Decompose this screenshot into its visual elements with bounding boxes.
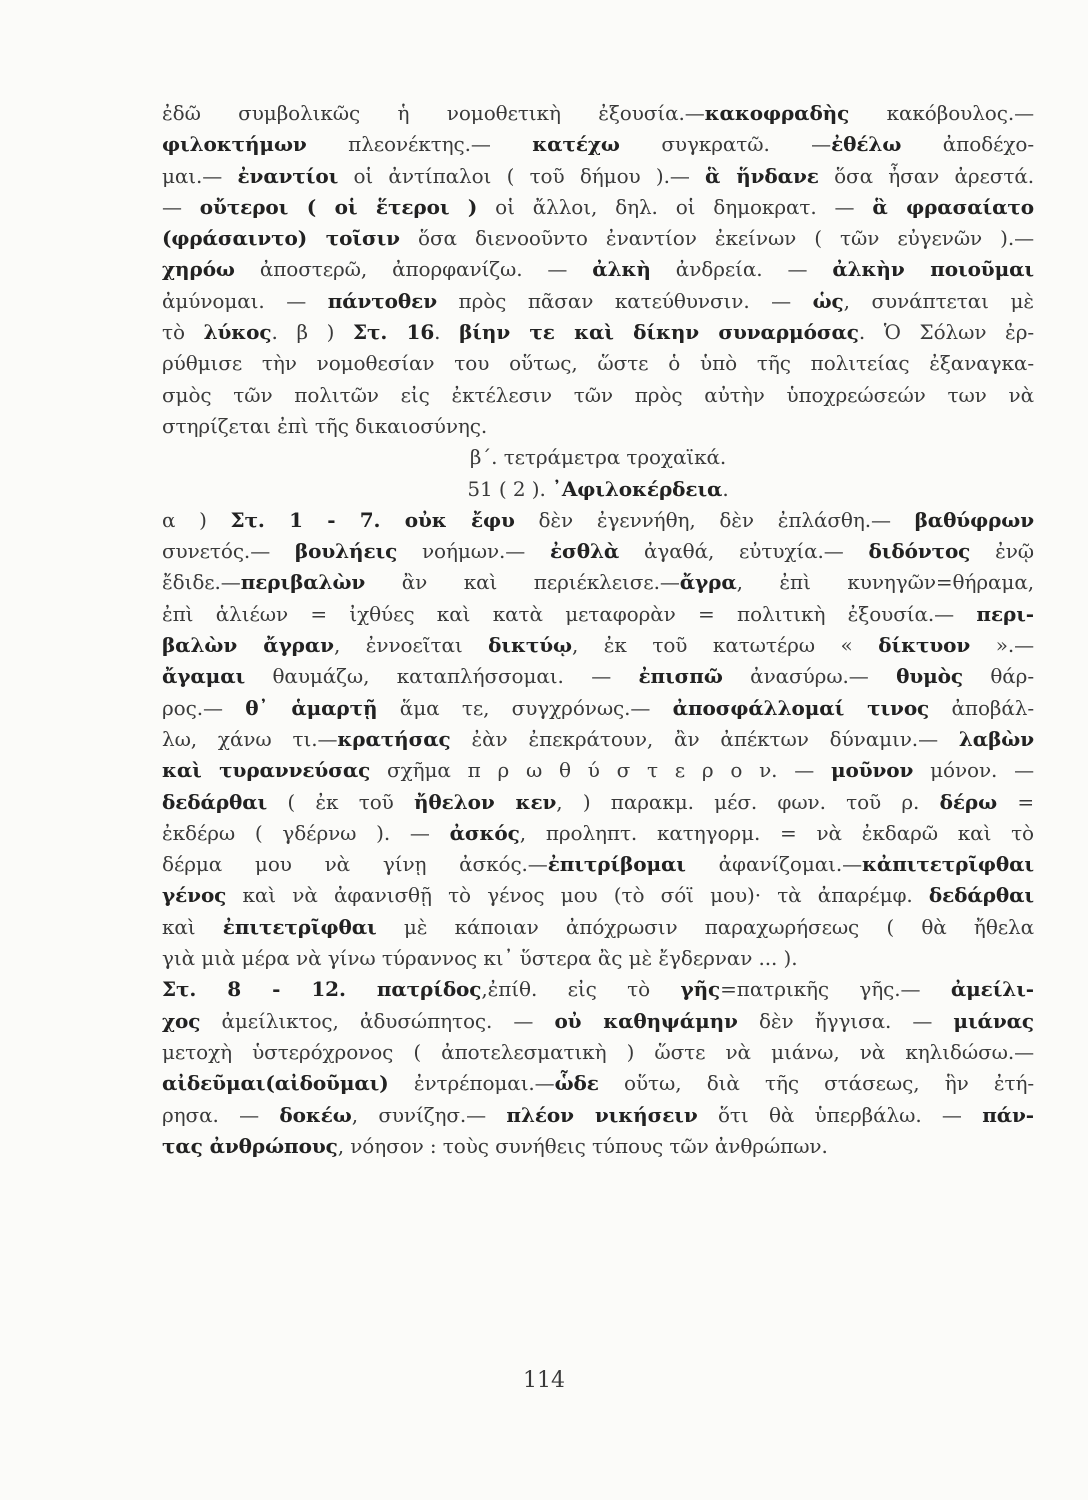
text-line bbox=[162, 380, 1034, 411]
bold-term: ἐπιτετρῖφθαι bbox=[222, 914, 377, 939]
text-line bbox=[162, 411, 1034, 442]
bold-term: βίην τε καὶ δίκην συναρμόσας bbox=[459, 320, 859, 345]
text-segment: ἀποβάλ- bbox=[929, 695, 1034, 720]
text-segment: μαι.— bbox=[162, 163, 238, 188]
bold-term: λαβὼν bbox=[958, 726, 1034, 751]
text-line bbox=[162, 348, 1034, 379]
text-segment: = bbox=[997, 789, 1034, 814]
text-segment: λω, χάνω τι.— bbox=[162, 726, 338, 751]
text-line bbox=[162, 98, 1034, 129]
bold-term: ᾿Αφιλοκέρδεια bbox=[551, 476, 723, 501]
bold-term: ἐναντίοι bbox=[237, 163, 339, 188]
text-line bbox=[162, 1068, 1034, 1099]
text-segment: ,ἐπίθ. εἰς τὸ bbox=[481, 977, 681, 1002]
text-segment: ἀμείλικτος, ἀδυσώπητος. — bbox=[200, 1008, 555, 1033]
text-segment: ρος.— bbox=[162, 695, 246, 720]
text-segment: ἐντρέπομαι.— bbox=[388, 1071, 555, 1096]
text-line bbox=[162, 505, 1034, 536]
bold-term: δέρω bbox=[939, 789, 998, 814]
bold-term: μοῦνον bbox=[830, 758, 914, 783]
bold-term: δικτύῳ bbox=[488, 633, 572, 658]
text-segment: ἀνδρεία. — bbox=[650, 257, 833, 282]
text-line bbox=[162, 912, 1034, 943]
bold-term: κρατήσας bbox=[337, 726, 451, 751]
text-line bbox=[162, 661, 1034, 692]
text-segment: οὕτω, διὰ τῆς στάσεως, ἣν ἐτή- bbox=[598, 1071, 1034, 1096]
text-line bbox=[162, 567, 1034, 598]
text-line bbox=[162, 286, 1034, 317]
text-segment: δὲν ἤγγισα. — bbox=[737, 1008, 954, 1033]
text-segment: ὅσα διενοοῦντο ἐναντίον ἐκείνων ( τῶν εὐγενῶν ).— bbox=[399, 226, 1035, 251]
text-line bbox=[162, 755, 1034, 786]
text-segment: β΄. τετράμετρα τροχαϊκά. bbox=[469, 445, 727, 470]
bold-term: θυμὸς bbox=[896, 664, 963, 689]
text-segment: ἀποστερῶ, ἀπορφανίζω. — bbox=[234, 257, 593, 282]
text-line bbox=[162, 943, 1034, 974]
bold-term: τας ἀνθρώπους bbox=[162, 1133, 338, 1158]
bold-term: ὧδε bbox=[554, 1071, 599, 1096]
bold-term: ἀλκὴν ποιοῦμαι bbox=[832, 257, 1034, 282]
bold-term: ἐπισπῶ bbox=[638, 664, 723, 689]
text-segment: ἀμύνομαι. — bbox=[162, 288, 328, 313]
text-segment: πλεονέκτης.— bbox=[306, 132, 533, 157]
text-segment: ὅτι θὰ ὑπερβάλω. — bbox=[697, 1102, 983, 1127]
text-line bbox=[162, 223, 1034, 254]
text-segment: , ἐννοεῖται bbox=[333, 633, 489, 658]
text-line bbox=[162, 849, 1034, 880]
text-segment: ἐδῶ συμβολικῶς ἡ νομοθετικὴ ἐξουσία.— bbox=[162, 101, 705, 125]
bold-term: χος bbox=[162, 1008, 201, 1033]
bold-term: δοκέω bbox=[279, 1102, 352, 1127]
bold-term: καὶ τυραννεύσας bbox=[162, 758, 371, 783]
text-segment: ἐνῷ bbox=[970, 539, 1034, 564]
bold-term: Στ. 8 - 12. πατρίδος bbox=[162, 977, 482, 1002]
bold-term: γένος bbox=[162, 883, 227, 908]
text-segment: δὲν ἐγεννήθη, δὲν ἐπλάσθη.— bbox=[514, 507, 915, 532]
text-segment: κακόβουλος.— bbox=[849, 101, 1034, 125]
bold-term: φιλοκτήμων bbox=[162, 132, 307, 157]
bold-term: κακοφραδὴς bbox=[704, 101, 850, 125]
text-line bbox=[162, 1131, 1034, 1162]
text-line bbox=[162, 192, 1034, 223]
bold-term: δίκτυον bbox=[878, 633, 971, 658]
text-segment: α ) bbox=[162, 507, 231, 532]
bold-term: μιάνας bbox=[953, 1008, 1034, 1033]
text-line bbox=[162, 630, 1034, 661]
bold-term: Στ. 1 - 7. οὐκ ἔφυ bbox=[230, 507, 515, 532]
text-segment: , συνάπτεται μὲ bbox=[843, 288, 1034, 313]
bold-term: Στ. 16 bbox=[352, 320, 435, 345]
bold-term: ἀμείλι- bbox=[950, 977, 1034, 1002]
bold-term: ἀλκὴ bbox=[592, 257, 651, 282]
text-segment: . β ) bbox=[271, 320, 353, 345]
text-segment: ἐὰν ἐπεκράτουν, ἂν ἀπέκτων δύναμιν.— bbox=[450, 726, 959, 751]
text-segment: — bbox=[162, 194, 200, 219]
text-segment: σχῆμα π ρ ω θ ύ σ τ ε ρ ο ν. — bbox=[370, 758, 831, 783]
text-line bbox=[162, 254, 1034, 285]
bold-term: δεδάρθαι bbox=[928, 883, 1034, 908]
text-line bbox=[162, 599, 1034, 630]
text-segment: ».— bbox=[970, 633, 1034, 658]
bold-term: ἀποσφάλλομαί τινος bbox=[672, 695, 930, 720]
text-segment: ἐκδέρω ( γδέρνω ). — bbox=[162, 820, 450, 845]
bold-term: διδόντος bbox=[868, 539, 971, 564]
bold-term: περιβαλὼν bbox=[240, 570, 366, 595]
text-segment: ἅμα τε, συγχρόνως.— bbox=[377, 695, 673, 720]
text-segment: , ἐπὶ κυνηγῶν=θήραμα, bbox=[736, 570, 1034, 595]
text-segment: , προληπτ. κατηγορμ. = νὰ ἐκδαρῶ καὶ τὸ bbox=[519, 820, 1035, 845]
text-segment: ἀποδέχο- bbox=[901, 132, 1034, 157]
text-segment: καὶ νὰ ἀφανισθῇ τὸ γένος μου (τὸ σόϊ μου)· τὰ ἀπαρέμφ. bbox=[226, 883, 929, 908]
bold-term: βαλὼν ἄγραν bbox=[162, 633, 334, 658]
text-segment: δέρμα μου νὰ γίνῃ ἀσκός.— bbox=[162, 852, 548, 877]
bold-term: αἰδεῦμαι(αἰδοῦμαι) bbox=[162, 1071, 389, 1096]
text-segment: ἐπὶ ἁλιέων = ἰχθύες καὶ κατὰ μεταφορὰν = πολιτικὴ ἐξουσία.— bbox=[162, 601, 977, 626]
text-line bbox=[162, 724, 1034, 755]
text-segment: ἔδιδε.— bbox=[162, 570, 241, 595]
text-segment: ρησα. — bbox=[162, 1102, 280, 1127]
text-segment: πρὸς πᾶσαν κατεύθυνσιν. — bbox=[436, 288, 813, 313]
bold-term: βαθύφρων bbox=[914, 507, 1034, 532]
text-segment: , συνίζησ.— bbox=[351, 1102, 507, 1127]
text-segment: γιὰ μιὰ μέρα νὰ γίνω τύραννος κι᾿ ὕστερα ἂς μὲ ἔγδερναν ... ). bbox=[162, 946, 798, 971]
bold-term: πάν- bbox=[982, 1102, 1034, 1127]
text-line bbox=[162, 974, 1034, 1005]
text-line bbox=[162, 818, 1034, 849]
bold-term: οὔτεροι ( οἱ ἕτεροι ) bbox=[199, 194, 478, 219]
bold-term: θ᾿ ἁμαρτῇ bbox=[245, 695, 378, 720]
text-segment: καὶ bbox=[162, 914, 223, 939]
page-number: 114 bbox=[523, 1368, 565, 1393]
text-segment: θάρ- bbox=[962, 664, 1035, 689]
text-line bbox=[162, 880, 1034, 911]
bold-term: κατέχω bbox=[532, 132, 620, 157]
text-segment: =πατρικῆς γῆς.— bbox=[720, 977, 951, 1002]
bold-term: (φράσαιντο) τοῖσιν bbox=[162, 226, 400, 251]
bold-term: ἐσθλὰ bbox=[550, 539, 620, 564]
text-segment: σμὸς τῶν πολιτῶν εἰς ἐκτέλεσιν τῶν πρὸς αὐτὴν ὑποχρεώσεών των νὰ bbox=[162, 382, 1034, 407]
text-segment: στηρίζεται ἐπὶ τῆς δικαιοσύνης. bbox=[162, 413, 488, 438]
text-segment: θαυμάζω, καταπλήσσομαι. — bbox=[245, 664, 639, 689]
text-line bbox=[162, 1006, 1034, 1037]
text-line bbox=[162, 129, 1034, 160]
text-segment: ἂν καὶ περιέκλεισε.— bbox=[365, 570, 680, 595]
text-segment: μετοχὴ ὑστερόχρονος ( ἀποτελεσματικὴ ) ὥστε νὰ μιάνω, νὰ κηλιδώσω.— bbox=[162, 1039, 1034, 1064]
text-segment: ἀνασύρω.— bbox=[722, 664, 897, 689]
text-line bbox=[162, 474, 1034, 505]
text-segment: οἱ ἀντίπαλοι ( τοῦ δήμου ).— bbox=[338, 163, 706, 188]
bold-term: ἃ φρασαίατο bbox=[872, 194, 1034, 219]
text-line bbox=[162, 442, 1034, 473]
bold-term: ἤθελον κεν bbox=[413, 789, 557, 814]
text-segment: . bbox=[434, 320, 460, 345]
text-segment: . Ὁ Σόλων ἐρ- bbox=[858, 320, 1035, 345]
text-line bbox=[162, 787, 1034, 818]
bold-term: κἀπιτετρῖφθαι bbox=[862, 852, 1034, 877]
text-segment: τὸ bbox=[162, 320, 204, 345]
bold-term: περι- bbox=[976, 601, 1034, 626]
text-segment: ( ἐκ τοῦ bbox=[267, 789, 414, 814]
text-line bbox=[162, 1100, 1034, 1131]
text-segment: μὲ κάποιαν ἀπόχρωσιν παραχωρήσεως ( θὰ ἤθελα bbox=[376, 914, 1034, 939]
text-segment: ἀφανίζομαι.— bbox=[685, 852, 863, 877]
text-line bbox=[162, 161, 1034, 192]
text-line bbox=[162, 536, 1034, 567]
bold-term: ἄγαμαι bbox=[162, 664, 246, 689]
text-segment: μόνον. — bbox=[913, 758, 1034, 783]
bold-term: πάντοθεν bbox=[327, 288, 437, 313]
text-segment: , νόησον : τοὺς συνήθεις τύπους τῶν ἀνθρώπων. bbox=[337, 1133, 828, 1158]
bold-term: ἃ ἥνδανε bbox=[705, 163, 819, 188]
text-segment: συγκρατῶ. — bbox=[619, 132, 832, 157]
text-segment: . bbox=[722, 476, 729, 501]
text-segment: , ) παρακμ. μέσ. φων. τοῦ ρ. bbox=[556, 789, 940, 814]
bold-term: χηρόω bbox=[162, 257, 235, 282]
text-segment: συνετός.— bbox=[162, 539, 295, 564]
text-segment: νοήμων.— bbox=[397, 539, 550, 564]
text-segment: 51 ( 2 ). bbox=[467, 476, 552, 501]
text-line bbox=[162, 693, 1034, 724]
bold-term: δεδάρθαι bbox=[162, 789, 268, 814]
bold-term: ἐθέλω bbox=[831, 132, 902, 157]
text-segment: ἀγαθά, εὐτυχία.— bbox=[619, 539, 869, 564]
bold-term: ἐπιτρίβομαι bbox=[547, 852, 686, 877]
bold-term: πλέον νικήσειν bbox=[506, 1102, 698, 1127]
bold-term: βουλήεις bbox=[294, 539, 398, 564]
bold-term: ὡς bbox=[812, 288, 844, 313]
text-line bbox=[162, 1037, 1034, 1068]
text-segment: οἱ ἄλλοι, δηλ. οἱ δημοκρατ. — bbox=[477, 194, 873, 219]
body-text bbox=[162, 98, 1034, 1162]
text-segment: , ἐκ τοῦ κατωτέρω « bbox=[571, 633, 879, 658]
text-line bbox=[162, 317, 1034, 348]
bold-term: ἀσκός bbox=[449, 820, 520, 845]
text-segment: ὅσα ἦσαν ἀρεστά. bbox=[818, 163, 1034, 188]
text-segment: ρύθμισε τὴν νομοθεσίαν του οὕτως, ὥστε ὁ ὑπὸ τῆς πολιτείας ἐξαναγκα- bbox=[162, 351, 1034, 376]
bold-term: ἄγρα bbox=[679, 570, 737, 595]
bold-term: γῆς bbox=[680, 977, 721, 1002]
bold-term: λύκος bbox=[203, 320, 272, 345]
bold-term: οὐ καθηψάμην bbox=[554, 1008, 738, 1033]
